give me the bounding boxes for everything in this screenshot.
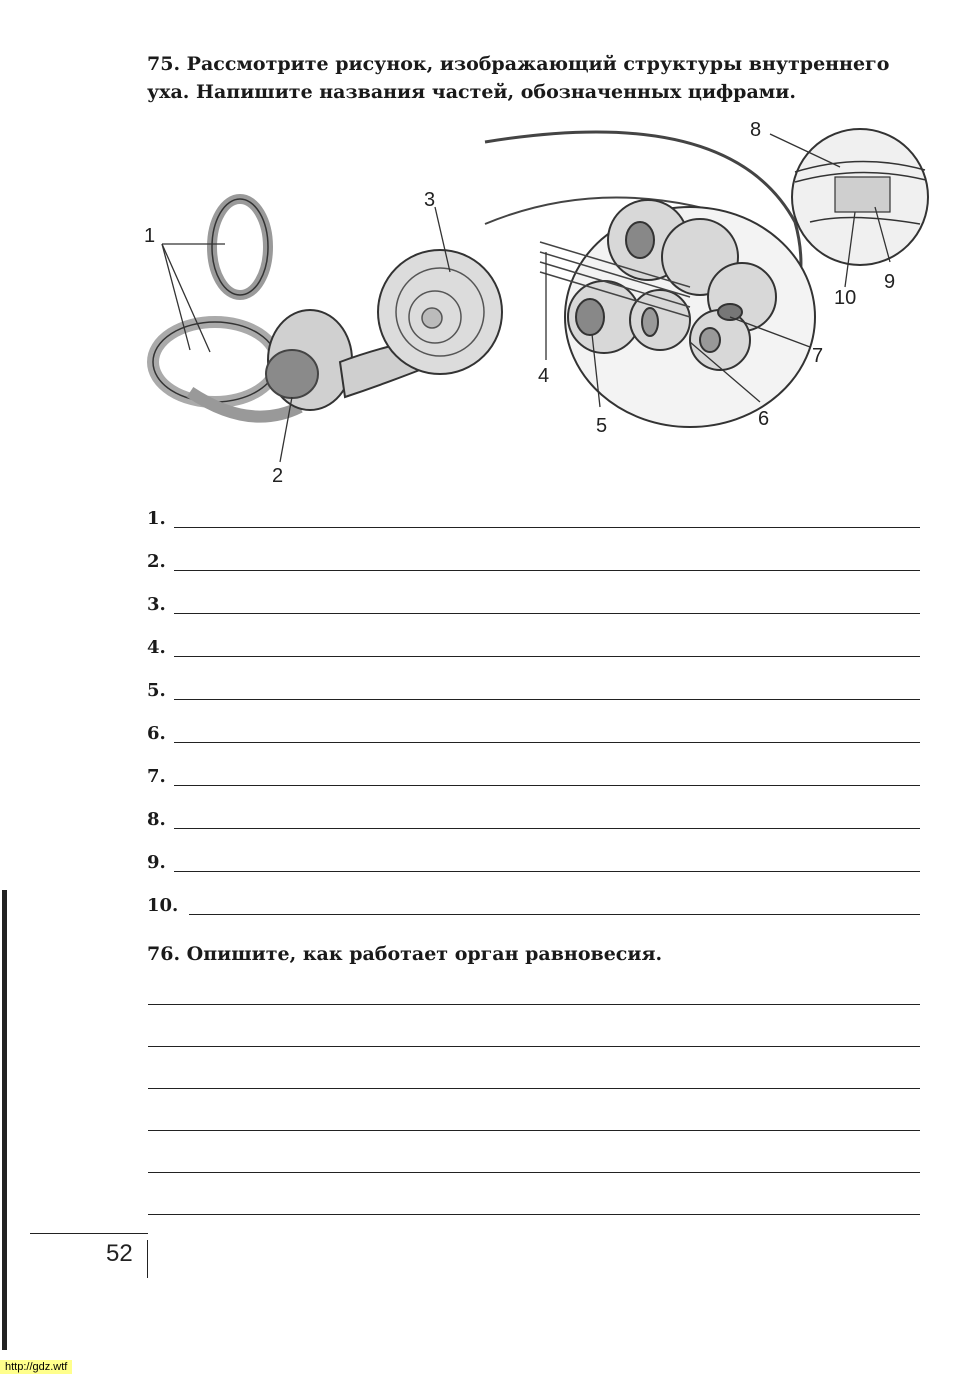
answer-row[interactable] <box>147 758 920 788</box>
task-76-title: 76. Опишите, как работает орган равновесия. <box>147 943 663 965</box>
answer-line[interactable] <box>174 570 920 571</box>
answer-line[interactable] <box>189 914 920 915</box>
answer-number: 8. <box>147 809 166 830</box>
answer-row[interactable] <box>147 629 920 659</box>
answer-line[interactable] <box>174 527 920 528</box>
answer-number: 6. <box>147 723 166 744</box>
cochlea-cross-section <box>565 200 815 427</box>
writing-line[interactable] <box>148 1130 920 1131</box>
answer-line[interactable] <box>174 699 920 700</box>
answer-row[interactable] <box>147 543 920 573</box>
footer-vertical-rule <box>147 1240 148 1278</box>
inner-ear-illustration <box>130 112 930 492</box>
answer-number: 10. <box>147 895 179 916</box>
answer-line[interactable] <box>174 785 920 786</box>
scan-margin-bar <box>2 890 7 1350</box>
writing-line[interactable] <box>148 1214 920 1215</box>
figure-label-4: 4 <box>538 365 550 387</box>
figure-label-7: 7 <box>812 345 824 367</box>
page-number: 52 <box>106 1240 133 1267</box>
figure-label-3: 3 <box>424 189 436 211</box>
figure-label-8: 8 <box>750 119 762 141</box>
answer-number: 5. <box>147 680 166 701</box>
answer-line[interactable] <box>174 871 920 872</box>
answer-number: 2. <box>147 551 166 572</box>
figure-label-1: 1 <box>144 225 156 247</box>
answer-row[interactable] <box>147 500 920 530</box>
task-75-title: 75. Рассмотрите рисунок, изображающий структуры внутреннего уха. Напишите названия частей, обозначенных цифрами. <box>147 53 890 103</box>
answer-line[interactable] <box>174 613 920 614</box>
footer-rule <box>30 1233 148 1234</box>
figure-label-9: 9 <box>884 271 896 293</box>
answer-line[interactable] <box>174 828 920 829</box>
writing-line[interactable] <box>148 1004 920 1005</box>
writing-line[interactable] <box>148 1172 920 1173</box>
answer-number: 1. <box>147 508 166 529</box>
answer-number: 4. <box>147 637 166 658</box>
writing-line[interactable] <box>148 1088 920 1089</box>
inner-ear-figure <box>130 112 930 492</box>
answer-row[interactable] <box>147 672 920 702</box>
answer-line[interactable] <box>174 656 920 657</box>
answer-number: 3. <box>147 594 166 615</box>
watermark-link[interactable]: http://gdz.wtf <box>0 1360 72 1374</box>
answer-row[interactable] <box>147 801 920 831</box>
figure-label-5: 5 <box>596 415 608 437</box>
figure-label-2: 2 <box>272 465 284 487</box>
answer-row[interactable] <box>147 715 920 745</box>
answer-row[interactable] <box>147 844 920 874</box>
labyrinth-drawing <box>153 199 502 417</box>
organ-of-corti-inset <box>792 129 928 265</box>
answer-line[interactable] <box>174 742 920 743</box>
answer-row[interactable] <box>147 887 920 917</box>
writing-line[interactable] <box>148 1046 920 1047</box>
answer-number: 7. <box>147 766 166 787</box>
figure-label-6: 6 <box>758 408 770 430</box>
answer-number: 9. <box>147 852 166 873</box>
figure-label-10: 10 <box>834 287 857 309</box>
answer-row[interactable] <box>147 586 920 616</box>
